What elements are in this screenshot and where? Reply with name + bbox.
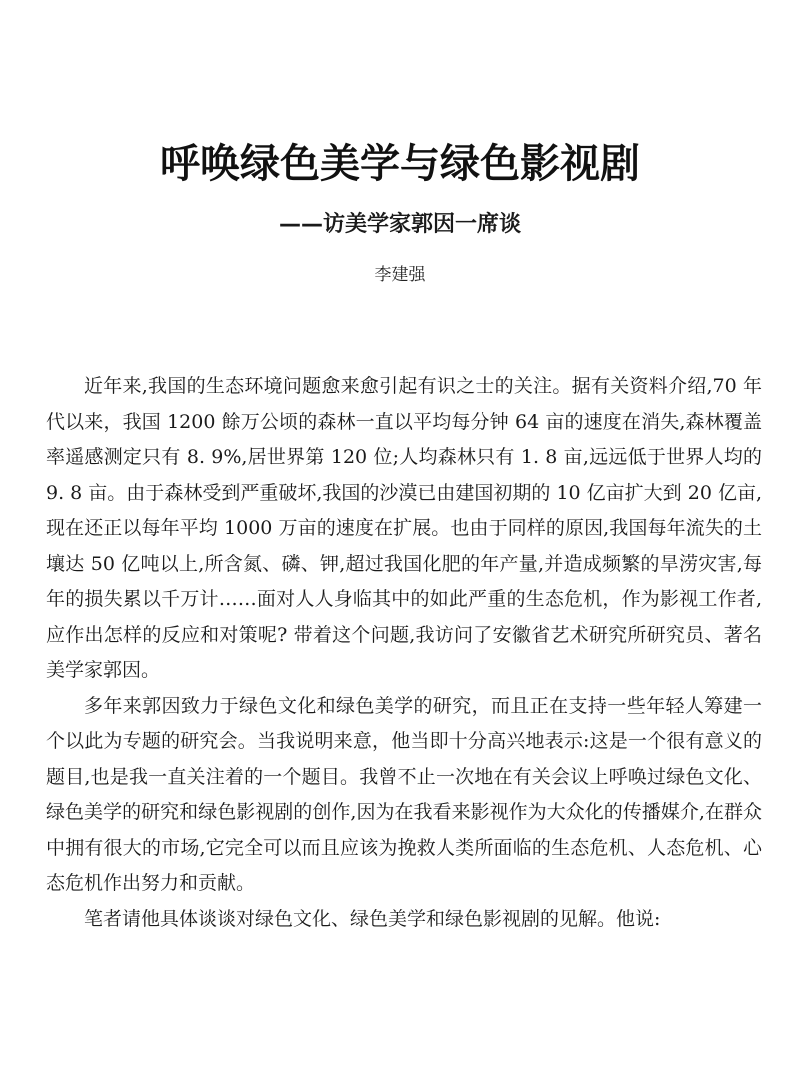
paragraph: 近年来,我国的生态环境问题愈来愈引起有识之士的关注。据有关资料介绍,70 年代以来，我国 1200 餘万公顷的森林一直以平均每分钟 64 亩的速度在消失,森林覆盖率遥感测定只有 8. 9%,居世界第 120 位;人均森林只有 1. 8 亩,远远低于世界人均的 9. 8 亩。由于森林受到严重破坏,我国的沙漠已由建国初期的 10 亿亩扩大到 20 亿亩,现在还正以每年平均 1000 万亩的速度在扩展。也由于同样的原因,我国每年流失的土壤达 50 亿吨以上,所含氮、磷、钾,超过我国化肥的年产量,并造成频繁的旱涝灾害,每年的损失累以千万计……面对人人身临其中的如此严重的生态危机，作为影视工作者,应作出怎样的反应和对策呢? 带着这个问题,我访问了安徽省艺术研究所研究员、著名美学家郭因。 [46,375,762,681]
article-body [46,369,762,937]
article-author: 李建强 [374,265,426,285]
paragraph: 笔者请他具体谈谈对绿色文化、绿色美学和绿色影视剧的见解。他说: [84,907,661,930]
article-title: 呼唤绿色美学与绿色影视剧 [160,141,640,187]
article-subtitle: ——访美学家郭因一席谈 [278,212,521,237]
paragraph: 多年来郭因致力于绿色文化和绿色美学的研究，而且正在支持一些年轻人筹建一个以此为专题的研究会。当我说明来意，他当即十分高兴地表示:这是一个很有意义的题目,也是我一直关注着的一个题目。我曾不止一次地在有关会议上呼唤过绿色文化、绿色美学的研究和绿色影视剧的创作,因为在我看来影视作为大众化的传播媒介,在群众中拥有很大的市场,它完全可以而且应该为挽救人类所面临的生态危机、人态危机、心态危机作出努力和贡献。 [46,694,762,894]
